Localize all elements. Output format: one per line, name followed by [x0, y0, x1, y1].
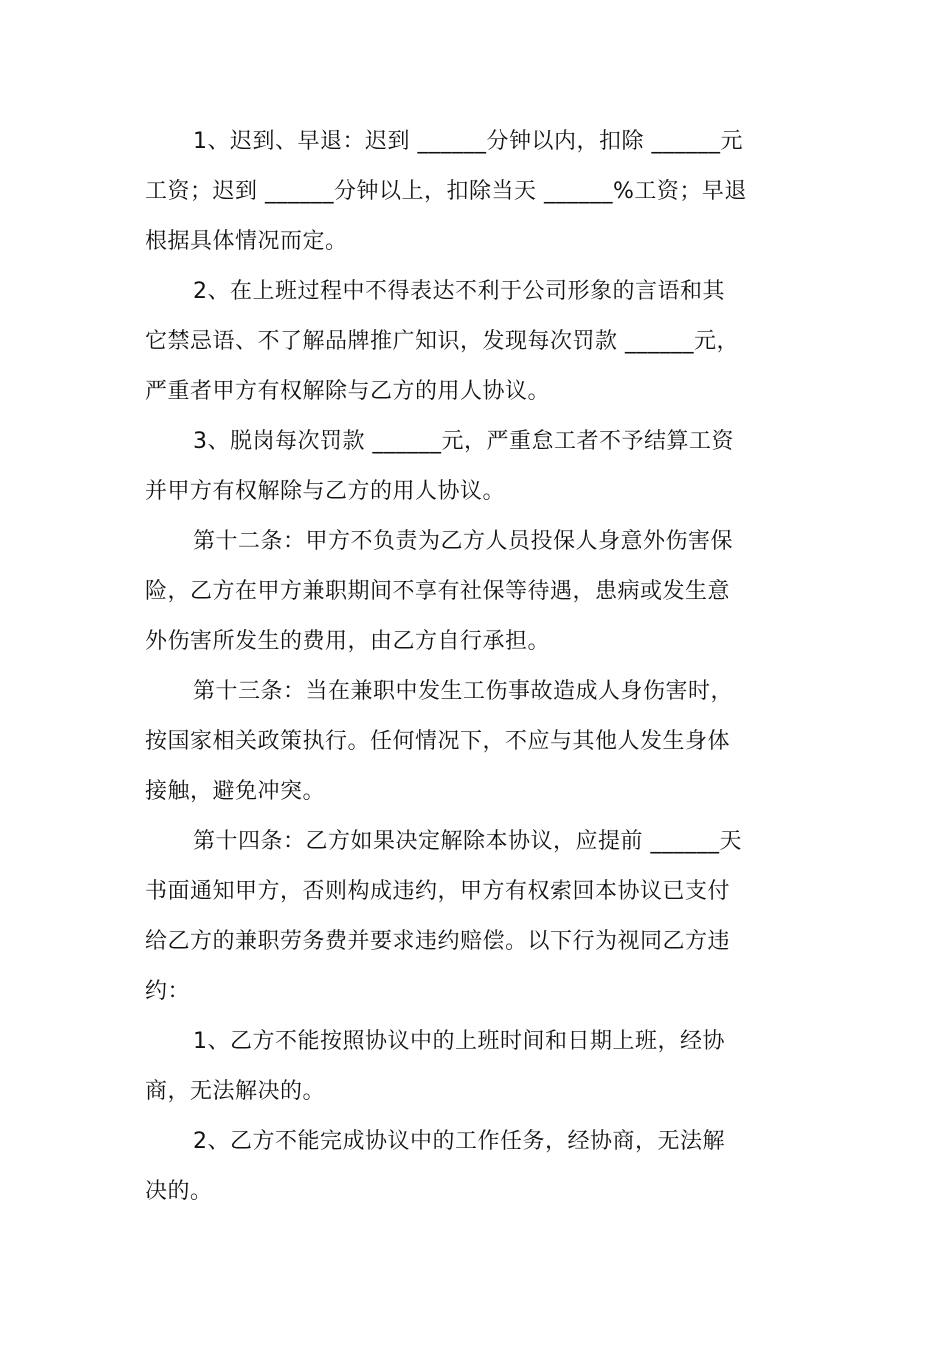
- text-line: 根据具体情况而定。: [145, 229, 348, 254]
- text-line: 严重者甲方有权解除与乙方的用人协议。: [145, 379, 551, 404]
- text-line: 商，无法解决的。: [145, 1079, 326, 1104]
- text-line: 并甲方有权解除与乙方的用人协议。: [145, 479, 506, 504]
- text-line: 2、在上班过程中不得表达不利于公司形象的言语和其: [193, 279, 725, 304]
- text-line: 第十三条：当在兼职中发生工伤事故造成人身伤害时，: [193, 679, 734, 704]
- text-line: 1、迟到、早退：迟到 ______分钟以内，扣除 ______元: [193, 129, 743, 154]
- text-line: 它禁忌语、不了解品牌推广知识，发现每次罚款 ______元，: [145, 329, 739, 354]
- text-line: 接触，避免冲突。: [145, 779, 326, 804]
- text-line: 给乙方的兼职劳务费并要求违约赔偿。以下行为视同乙方违: [145, 929, 731, 954]
- text-line: 外伤害所发生的费用，由乙方自行承担。: [145, 629, 551, 654]
- text-line: 第十二条：甲方不负责为乙方人员投保人身意外伤害保: [193, 529, 734, 554]
- text-line: 2、乙方不能完成协议中的工作任务，经协商，无法解: [193, 1129, 725, 1154]
- text-line: 1、乙方不能按照协议中的上班时间和日期上班，经协: [193, 1029, 725, 1054]
- text-line: 书面通知甲方，否则构成违约，甲方有权索回本协议已支付: [145, 879, 731, 904]
- text-line: 3、脱岗每次罚款 ______元，严重怠工者不予结算工资: [193, 429, 734, 454]
- text-line: 工资；迟到 ______分钟以上，扣除当天 ______%工资；早退: [145, 179, 747, 204]
- text-line: 按国家相关政策执行。任何情况下，不应与其他人发生身体: [145, 729, 731, 754]
- text-line: 第十四条：乙方如果决定解除本协议，应提前 ______天: [193, 829, 742, 854]
- text-line: 约：: [145, 979, 191, 1004]
- text-line: 决的。: [145, 1179, 213, 1204]
- text-line: 险，乙方在甲方兼职期间不享有社保等待遇，患病或发生意: [145, 579, 731, 604]
